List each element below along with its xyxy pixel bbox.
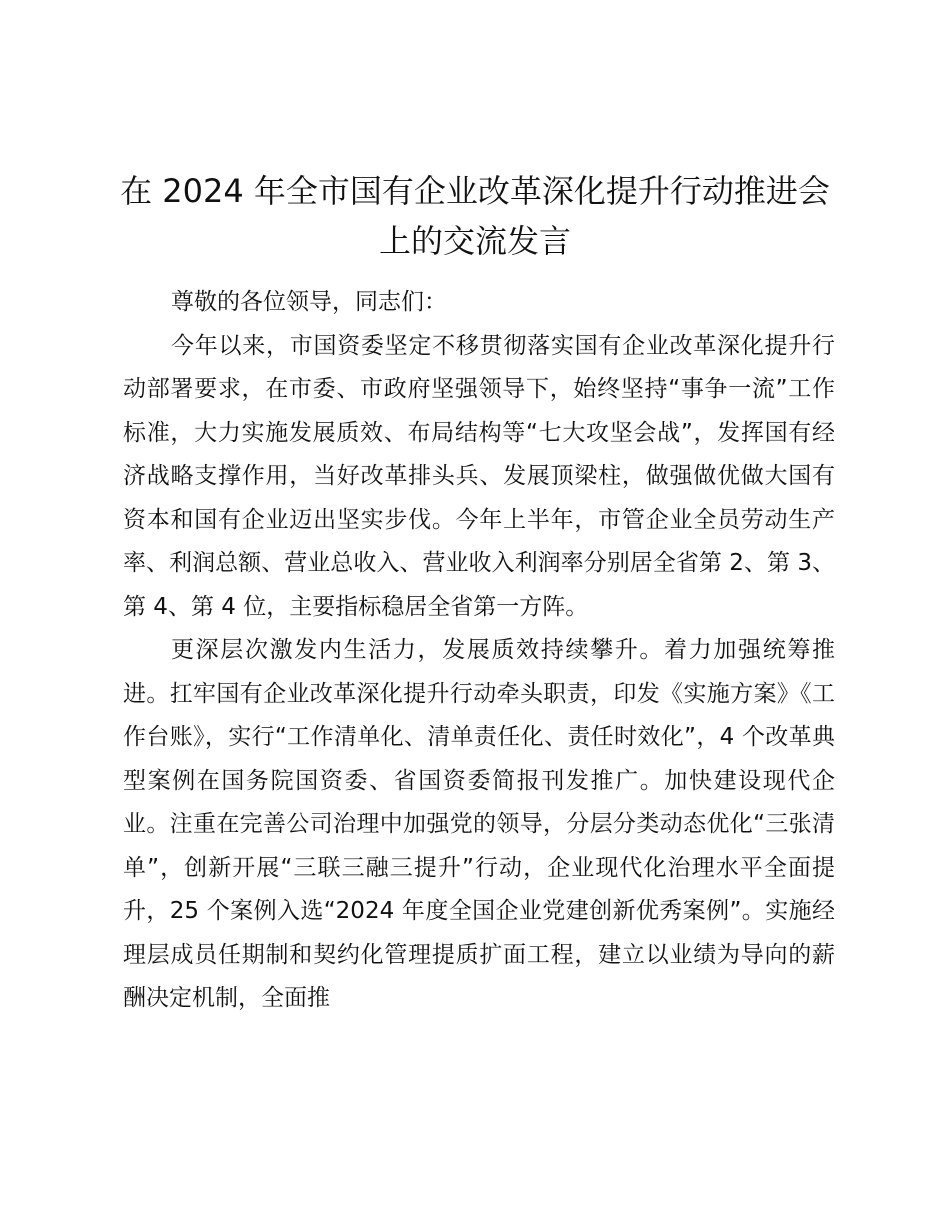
body-paragraph: 更深层次激发内生活力，发展质效持续攀升。着力加强统筹推进。扛牢国有企业改革深化提升行动牵头职责，印发《实施方案》《工作台账》，实行“工作清单化、清单责任化、责任时效化”，4 个改革典型案例在国务院国资委、省国资委简报刊发推广。加快建设现代企业。注重在完善公司治理中加强党的领导，分层分类动态优化“三张清单”，创新开展“三联三融三提升”行动，企业现代化治理水平全面提升，25 个案例入选“2024 年度全国企业党建创新优秀案例”。实施经理层成员任期制和契约化管理提质扩面工程，建立以业绩为导向的薪酬决定机制，全面推 <box>123 637 835 1011</box>
document-title: 在 2024 年全市国有企业改革深化提升行动推进会上的交流发言 <box>120 172 830 260</box>
body-paragraph: 今年以来，市国资委坚定不移贯彻落实国有企业改革深化提升行动部署要求，在市委、市政府坚强领导下，始终坚持“事争一流”工作标准，大力实施发展质效、布局结构等“七大攻坚会战”，发挥国有经济战略支撑作用，当好改革排头兵、发展顶梁柱，做强做优做大国有资本和国有企业迈出坚实步伐。今年上半年，市管企业全员劳动生产率、利润总额、营业总收入、营业收入利润率分别居全省第 2、第 3、第 4、第 4 位，主要指标稳居全省第一方阵。 <box>123 332 835 620</box>
salutation-paragraph: 尊敬的各位领导，同志们： <box>171 289 447 315</box>
document-body <box>123 281 835 1021</box>
